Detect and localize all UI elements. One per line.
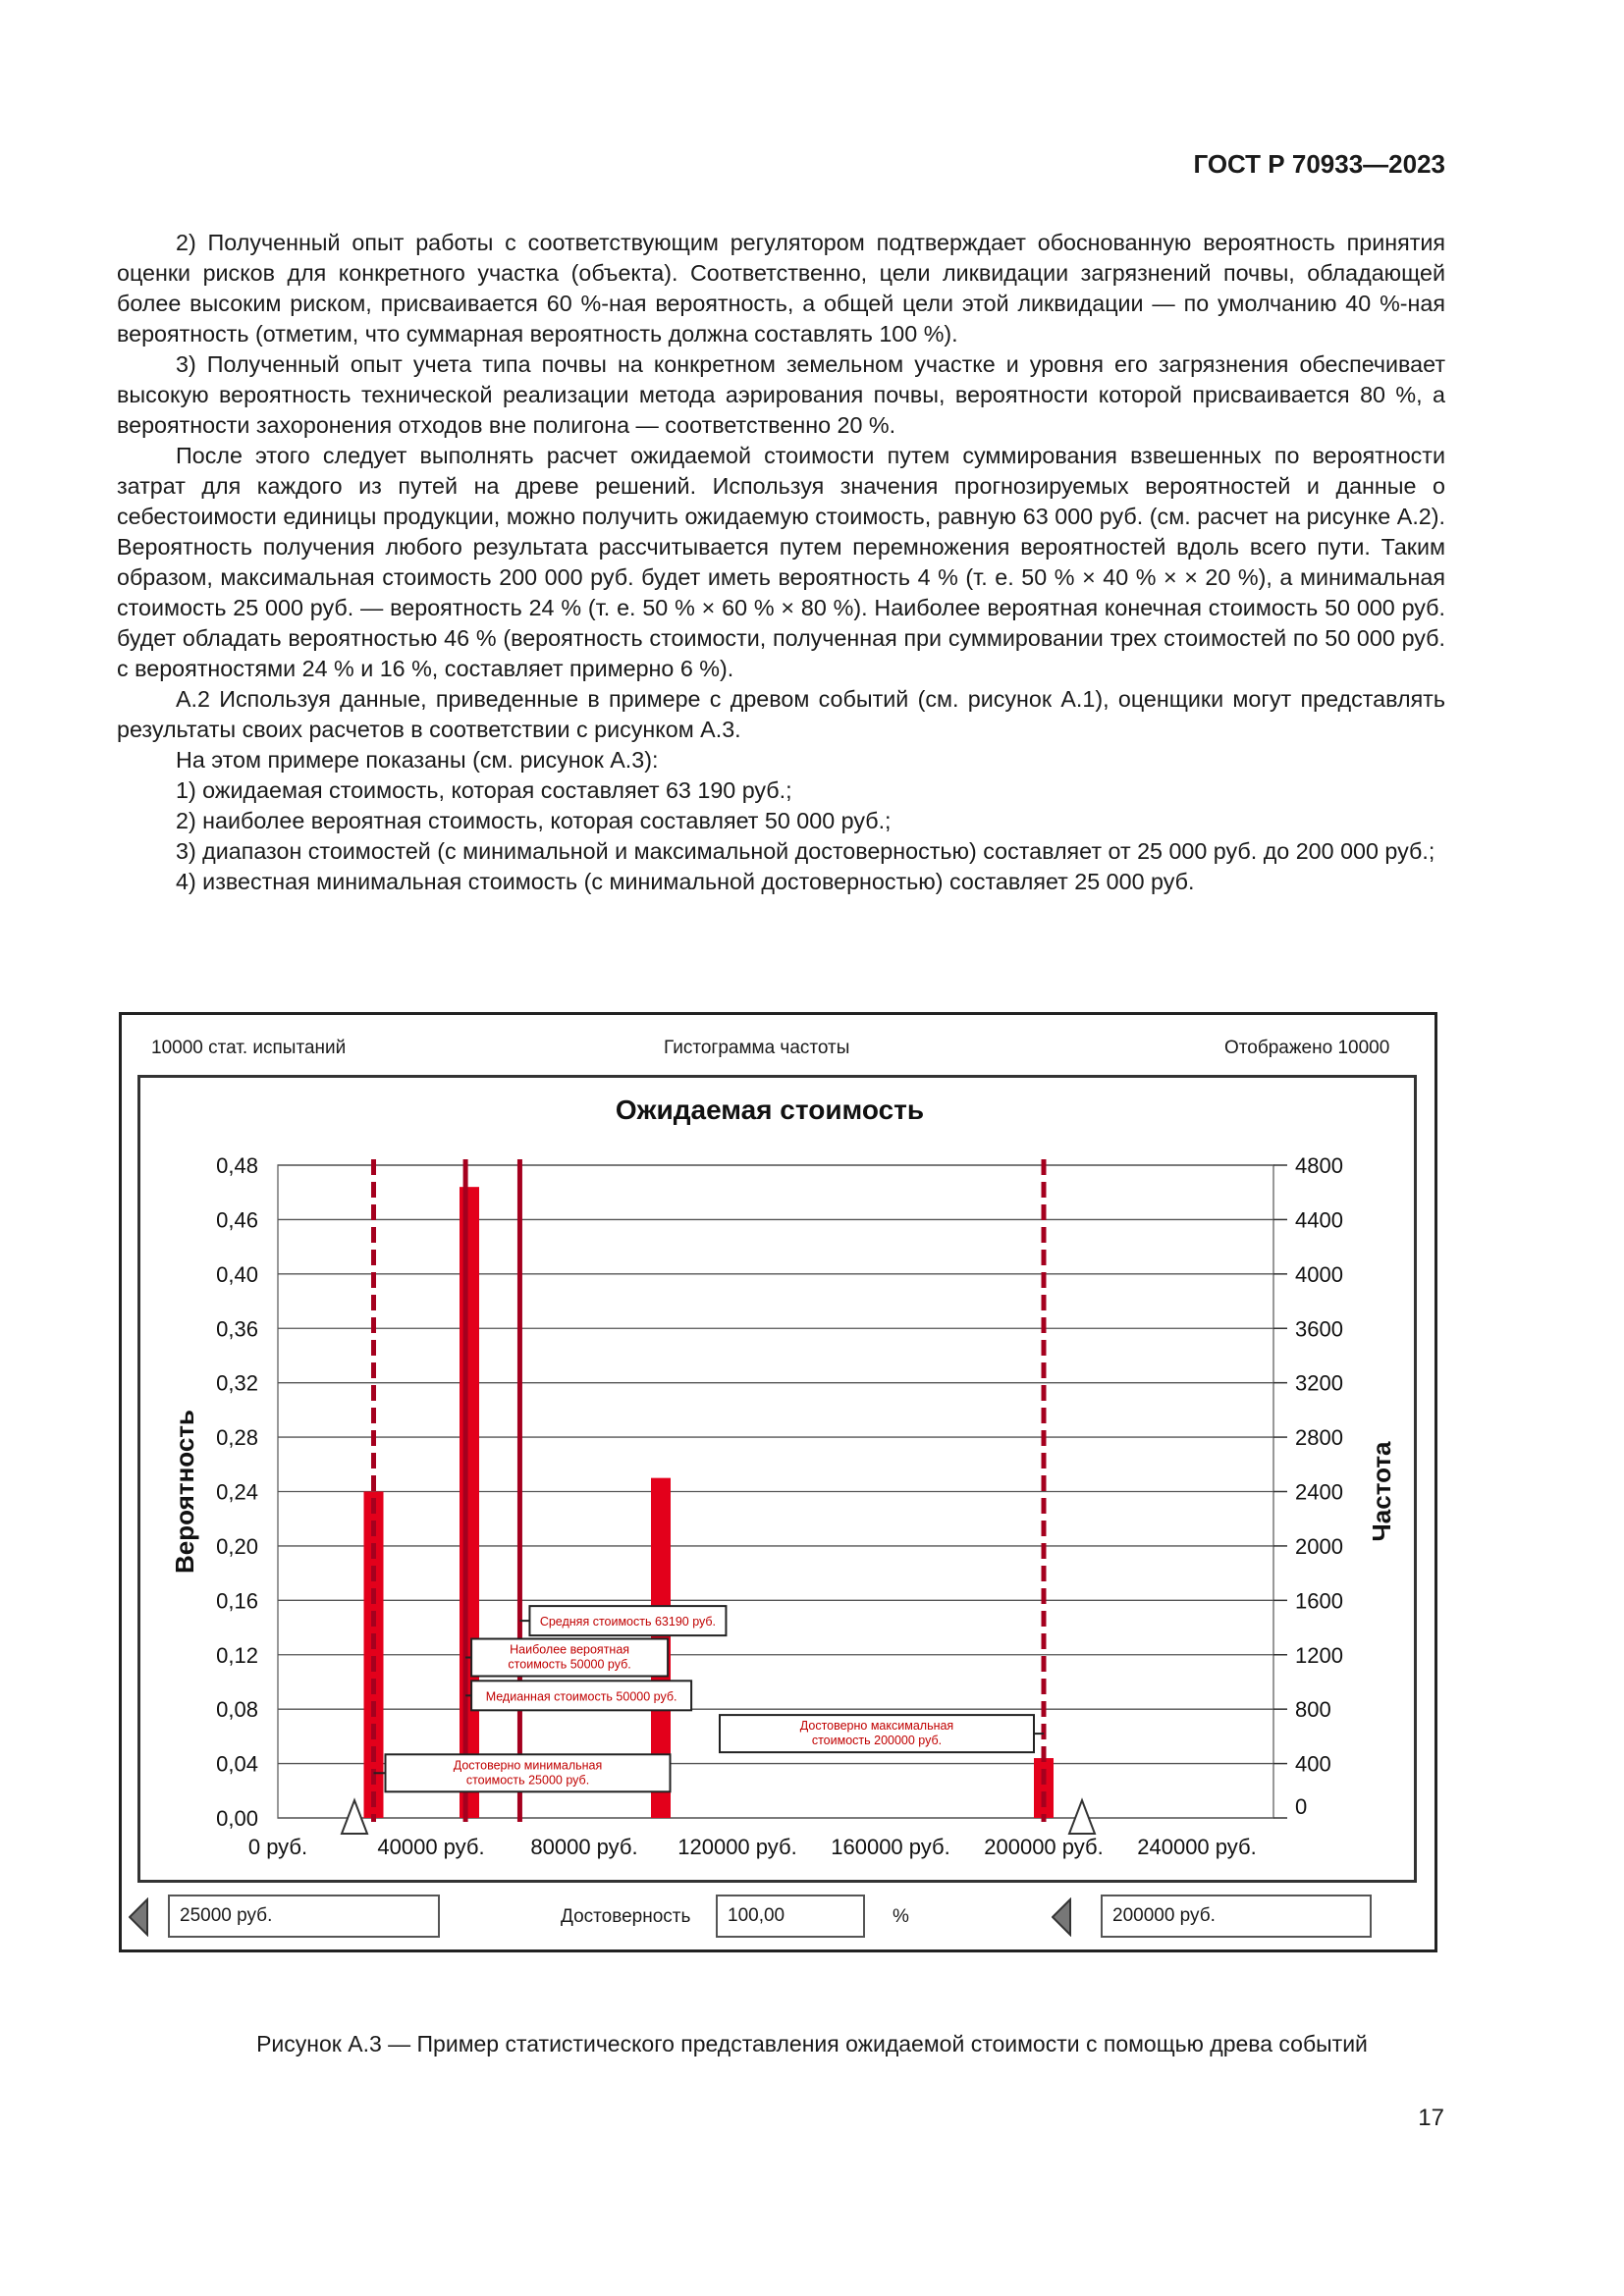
y-axis-label: Вероятность <box>170 1410 199 1574</box>
y-tick-label: 0,08 <box>216 1697 258 1723</box>
y2-tick-label: 400 <box>1295 1751 1331 1777</box>
y-tick-label: 0,16 <box>216 1588 258 1614</box>
max-value-field[interactable]: 200000 руб. <box>1101 1895 1372 1938</box>
x-tick-label: 40000 руб. <box>377 1835 485 1859</box>
annotation-text: Средняя стоимость 63190 руб. <box>539 1615 717 1629</box>
annotation-text: стоимость 200000 руб. <box>811 1734 943 1748</box>
y-tick-label: 0,04 <box>216 1751 258 1777</box>
annotation-text: Наиболее вероятная <box>510 1642 630 1657</box>
x-tick-label: 240000 руб. <box>1137 1835 1257 1859</box>
x-tick-label: 120000 руб. <box>677 1835 797 1859</box>
y-tick-label: 0,12 <box>216 1642 258 1668</box>
y2-tick-label: 1600 <box>1295 1588 1343 1614</box>
chart-title: Ожидаемая стоимость <box>615 1095 925 1125</box>
y2-tick-label: 3200 <box>1295 1370 1343 1396</box>
y-tick-label: 0,00 <box>216 1806 258 1831</box>
y2-tick-label: 2000 <box>1295 1533 1343 1559</box>
paragraph: 2) Полученный опыт работы с соответствующим регулятором подтверждает обоснованную вероятность принятия оценки рисков для конкретного участка (объекта). Соответственно, цели ликвидации загрязнений почвы, обладающей более высоким риском, присваивается 60 %-ная вероятность, а общей цели этой ликвидации — по умолчанию 40 %-ная вероятность (отметим, что суммарная вероятность должна составлять 100 %). <box>117 230 1445 347</box>
page-header: ГОСТ Р 70933—2023 <box>1193 149 1445 179</box>
annotation-text: стоимость 50000 руб. <box>508 1657 631 1672</box>
percent-label: % <box>893 1906 909 1927</box>
annotation-text: Достоверно минимальная <box>453 1758 603 1773</box>
page-number: 17 <box>1418 2105 1444 2131</box>
y2-tick-label: 2400 <box>1295 1479 1343 1505</box>
min-arrow-icon[interactable] <box>129 1897 148 1937</box>
certainty-label: Достоверность <box>561 1906 691 1927</box>
x-tick-label: 200000 руб. <box>984 1835 1104 1859</box>
list-item: 1) ожидаемая стоимость, которая составляет 63 190 руб.; <box>176 777 792 803</box>
y-tick-label: 0,48 <box>216 1153 258 1178</box>
y-tick-label: 0,46 <box>216 1207 258 1233</box>
figure-caption: Рисунок А.3 — Пример статистического представления ожидаемой стоимости с помощью древа событий <box>256 2031 1368 2056</box>
y-tick-label: 0,20 <box>216 1533 258 1559</box>
annotation-text: Медианная стоимость 50000 руб. <box>485 1689 677 1704</box>
y2-tick-label: 4000 <box>1295 1261 1343 1287</box>
paragraph: На этом примере показаны (см. рисунок А.3): <box>176 747 659 773</box>
y2-tick-label: 4800 <box>1295 1153 1343 1178</box>
min-value-field[interactable]: 25000 руб. <box>168 1895 440 1938</box>
y-tick-label: 0,28 <box>216 1425 258 1451</box>
y2-tick-label: 1200 <box>1295 1642 1343 1668</box>
histogram-bar <box>1034 1758 1054 1818</box>
annotation-text: стоимость 25000 руб. <box>465 1773 590 1788</box>
max-arrow-icon[interactable] <box>1052 1897 1071 1937</box>
y-tick-label: 0,36 <box>216 1316 258 1342</box>
view-title: Гистограмма частоты <box>664 1038 850 1058</box>
y-tick-label: 0,24 <box>216 1479 258 1505</box>
histogram-bar <box>460 1187 479 1818</box>
annotation-text: Достоверно максимальная <box>799 1719 954 1734</box>
list-item: 2) наиболее вероятная стоимость, которая составляет 50 000 руб.; <box>176 808 892 833</box>
y2-tick-label: 0 <box>1295 1794 1308 1819</box>
certainty-input[interactable]: 100,00 <box>716 1895 865 1938</box>
displayed-count: Отображено 10000 <box>1224 1038 1390 1058</box>
paragraph: А.2 Используя данные, приведенные в примере с древом событий (см. рисунок А.1), оценщики могут представлять результаты своих расчетов в соответствии с рисунком А.3. <box>117 686 1445 742</box>
y-tick-label: 0,40 <box>216 1261 258 1287</box>
trials-count: 10000 стат. испытаний <box>151 1038 347 1058</box>
paragraph: После этого следует выполнять расчет ожидаемой стоимости путем суммирования взвешенных по вероятности затрат для каждого из путей на древе решений. Используя значения прогнозируемых вероятностей и данные о себестоимости единицы продукции, можно получить ожидаемую стоимость, равную 63 000 руб. (см. расчет на рисунке А.2). Вероятность получения любого результата рассчитывается путем перемножения вероятностей вдоль всего пути. Таким образом, максимальная стоимость 200 000 руб. будет иметь вероятность 4 % (т. е. 50 % × 40 % × × 20 %), а минимальная стоимость 25 000 руб. — вероятность 24 % (т. е. 50 % × 60 % × 80 %). Наиболее вероятная конечная стоимость 50 000 руб. будет обладать вероятностью 46 % (вероятность стоимости, полученная при суммировании трех стоимостей по 50 000 руб. с вероятностями 24 % и 16 %, составляет примерно 6 %). <box>117 443 1445 681</box>
y2-axis-label: Частота <box>1367 1441 1396 1542</box>
x-tick-label: 160000 руб. <box>831 1835 950 1859</box>
y2-tick-label: 4400 <box>1295 1207 1343 1233</box>
y2-tick-label: 2800 <box>1295 1425 1343 1451</box>
y2-tick-label: 3600 <box>1295 1316 1343 1342</box>
paragraph: 3) Полученный опыт учета типа почвы на конкретном земельном участке и уровня его загрязнения обеспечивает высокую вероятность технической реализации метода аэрирования почвы, вероятности которой присваивается 80 %, а вероятности захоронения отходов вне полигона — соответственно 20 %. <box>117 351 1445 438</box>
list-item: 4) известная минимальная стоимость (с минимальной достоверностью) составляет 25 000 руб. <box>176 869 1195 894</box>
y-tick-label: 0,32 <box>216 1370 258 1396</box>
x-tick-label: 80000 руб. <box>530 1835 638 1859</box>
x-tick-label: 0 руб. <box>247 1835 308 1859</box>
list-item: 3) диапазон стоимостей (с минимальной и максимальной достоверностью) составляет от 25 000 руб. до 200 000 руб.; <box>176 838 1435 864</box>
y2-tick-label: 800 <box>1295 1697 1331 1723</box>
